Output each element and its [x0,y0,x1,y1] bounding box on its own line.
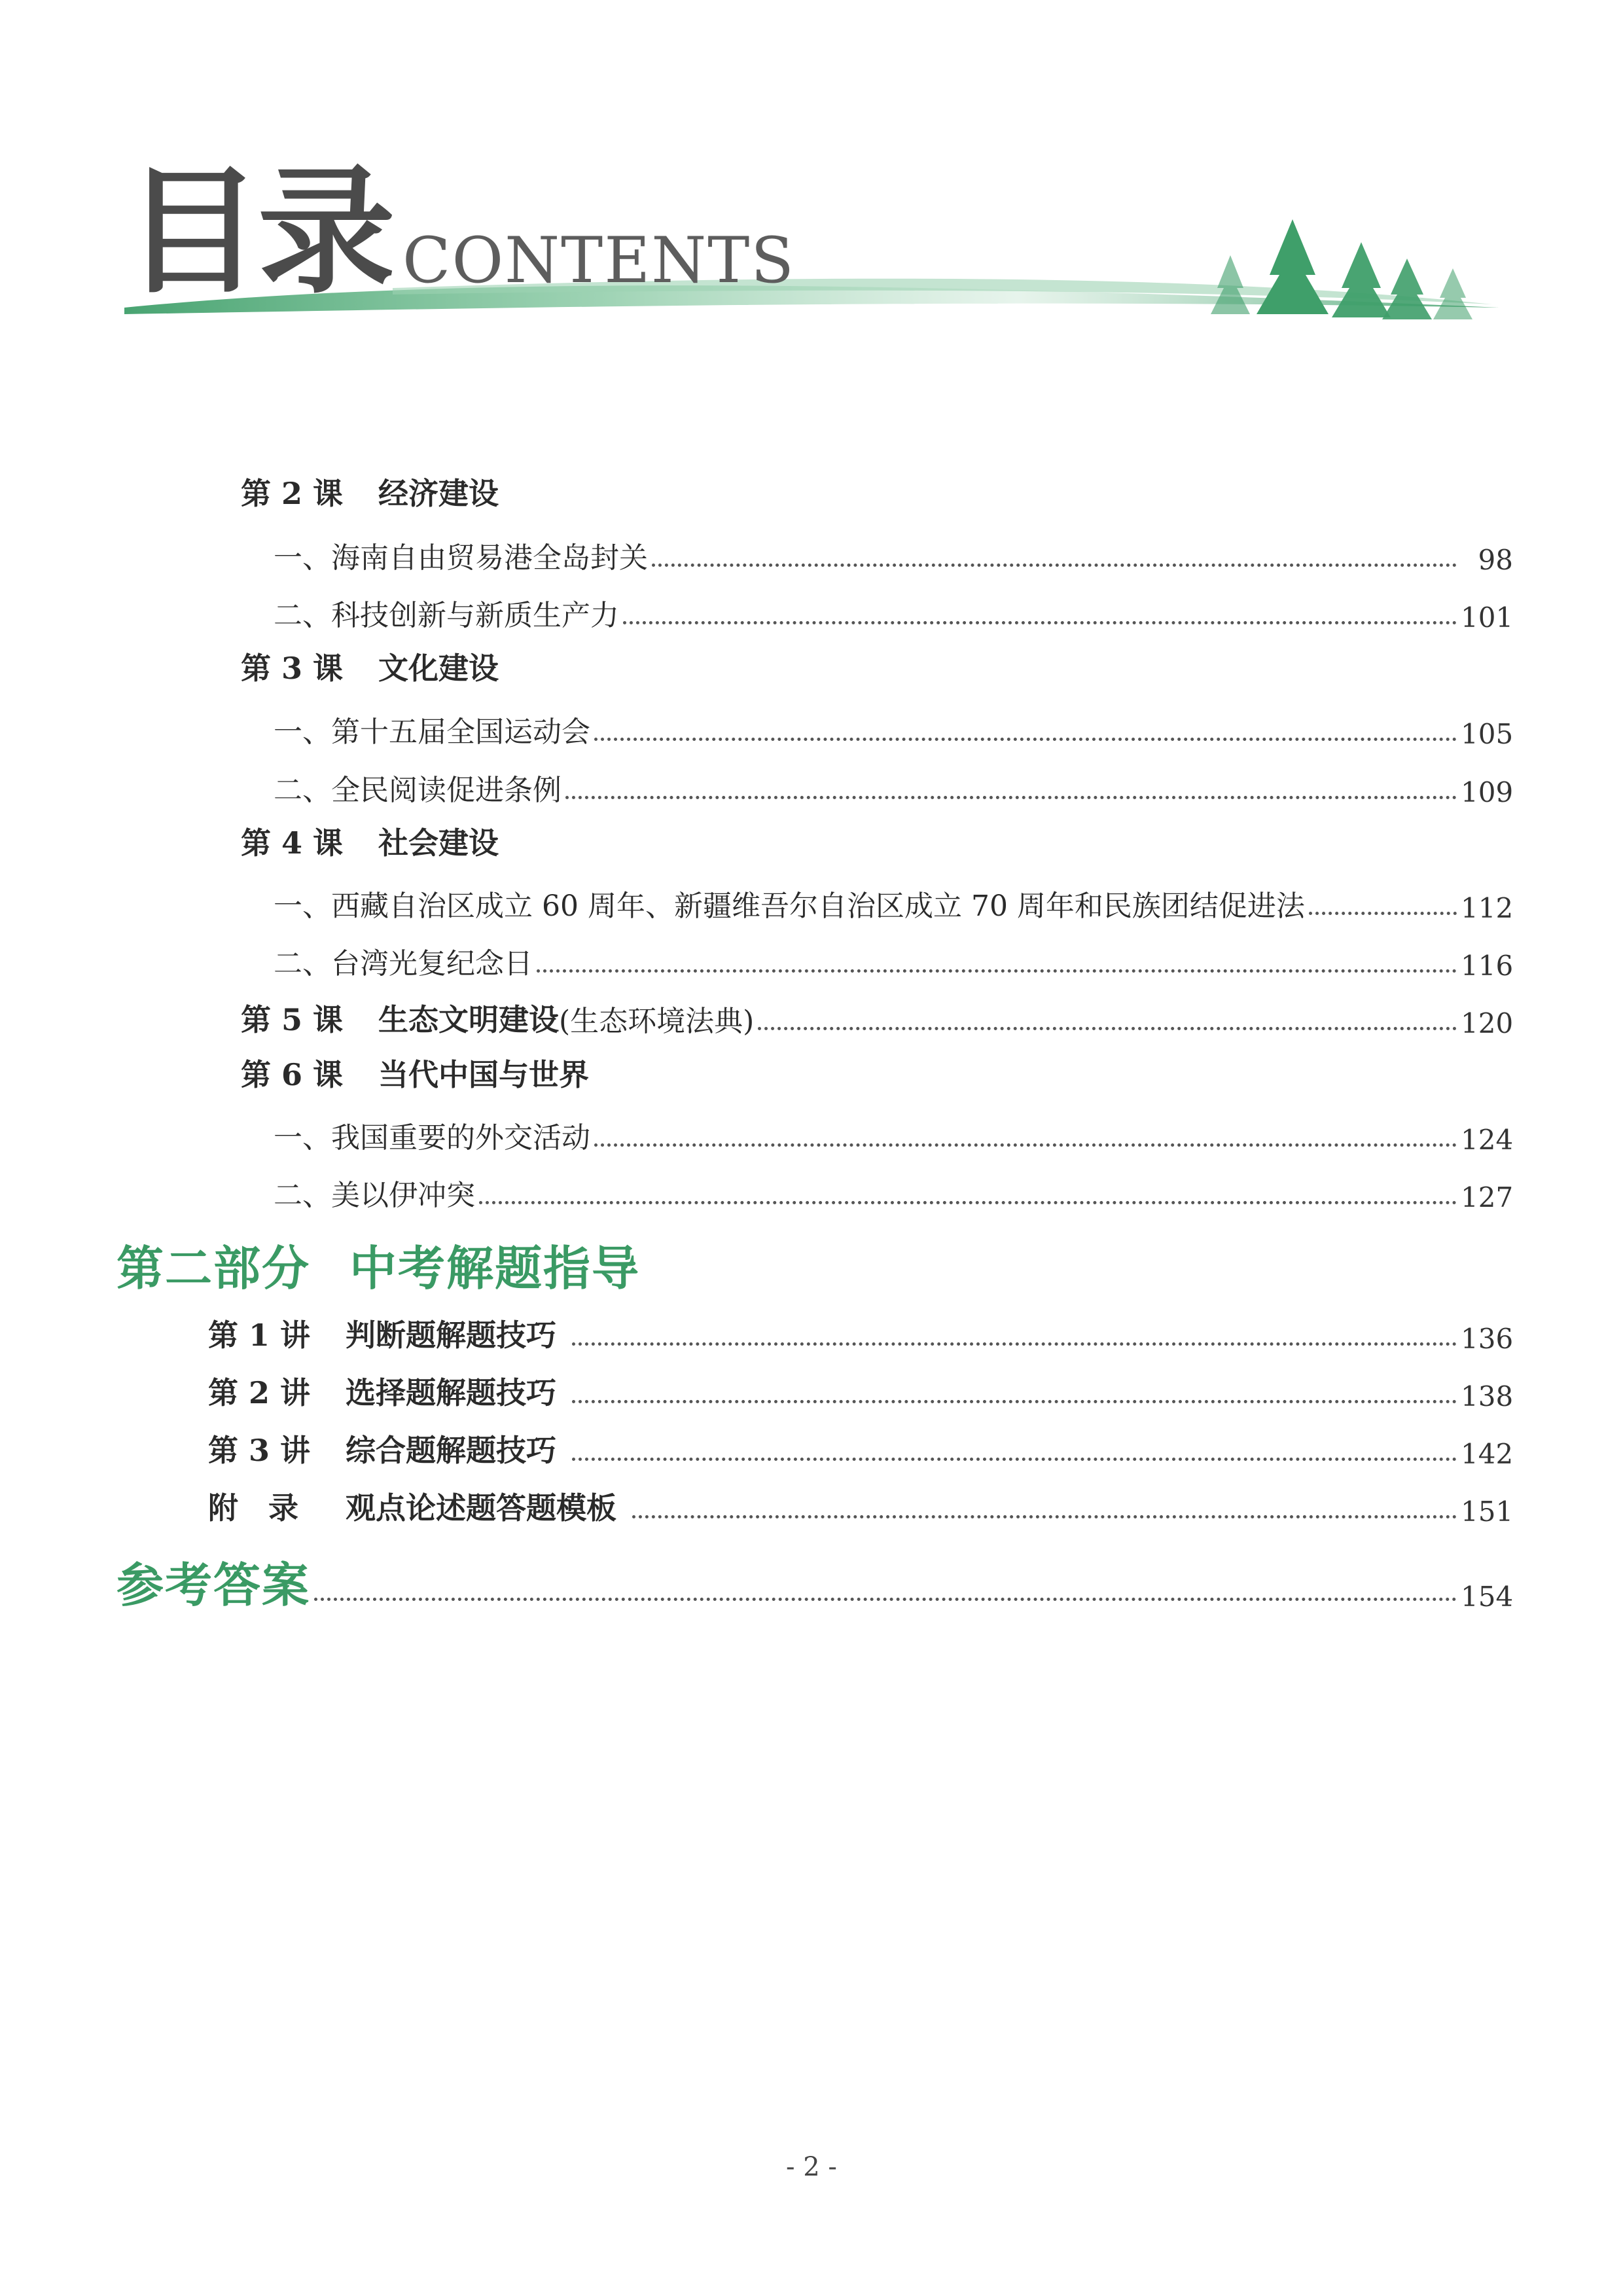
entry-page: 136 [1461,1323,1514,1355]
entry-text: 一、我国重要的外交活动 [274,1121,590,1155]
answers-title: 参考答案 [116,1557,311,1613]
lesson-number: 第 3 课 [241,651,344,686]
part-heading [116,1230,640,1299]
part-title: 中考解题指导 [349,1240,641,1296]
lesson-title: 社会建设 [378,825,499,861]
contents-banner [0,0,1623,367]
lesson-number: 第 5 课 [241,1002,344,1037]
toc-entry[interactable] [0,1482,1623,1528]
entry-page: 101 [1461,601,1514,634]
lesson-title: 经济建设 [378,476,499,511]
entry-page: 124 [1461,1124,1514,1156]
dot-leader [594,1143,1457,1147]
entry-page: 138 [1461,1380,1514,1412]
dot-leader [652,563,1457,567]
toc-entry[interactable] [0,1424,1623,1470]
dot-leader [1309,911,1457,915]
entry-text: 一、西藏自治区成立 60 周年、新疆维吾尔自治区成立 70 周年和民族团结促进法 [274,889,1305,923]
entry-page: 154 [1461,1581,1514,1613]
lecture-title: 观点论述题答题模板 [346,1490,616,1526]
entry-page: 127 [1461,1181,1514,1213]
lecture-number: 附 录 [208,1490,298,1526]
lesson-title: 生态文明建设 [378,1002,559,1037]
entry-page: 109 [1461,776,1514,808]
entry-page: 116 [1461,950,1514,982]
toc-entry[interactable] [0,994,1623,1039]
lesson-heading [241,1051,589,1094]
dot-leader [314,1597,1457,1601]
lesson-title-suffix: (生态环境法典) [559,1005,755,1038]
toc-entry[interactable] [0,1168,1623,1213]
toc-entry[interactable] [0,762,1623,808]
lesson-heading [241,470,499,513]
lecture-title: 判断题解题技巧 [346,1318,556,1353]
dot-leader [479,1200,1457,1204]
lesson-number: 第 2 课 [241,476,344,511]
lesson-title: 当代中国与世界 [378,1057,589,1092]
lesson-number: 第 4 课 [241,825,344,861]
entry-text: 二、科技创新与新质生产力 [274,599,619,632]
toc-entry[interactable] [0,1110,1623,1156]
dot-leader [632,1515,1457,1518]
toc-entry[interactable] [0,1309,1623,1355]
entry-page: 120 [1461,1007,1514,1039]
entry-text: 二、台湾光复纪念日 [274,947,533,980]
lecture-number: 第 3 讲 [208,1433,311,1468]
lecture-title: 综合题解题技巧 [346,1433,556,1468]
toc-entry[interactable] [0,588,1623,634]
entry-page: 151 [1461,1496,1514,1528]
lesson-heading [241,645,499,688]
entry-text: 一、海南自由贸易港全岛封关 [274,541,648,575]
lesson-heading [241,819,499,863]
lecture-number: 第 2 讲 [208,1375,311,1410]
entry-page: 142 [1461,1438,1514,1470]
lesson-number: 第 6 课 [241,1057,344,1092]
toc-entry[interactable] [0,1556,1623,1615]
page-subtitle: CONTENTS [402,224,796,297]
toc-entry[interactable] [0,704,1623,750]
dot-leader [594,737,1457,741]
entry-page: 112 [1461,892,1514,924]
page-title: 目录 [124,152,392,312]
entry-page: 105 [1461,718,1514,750]
entry-text: 一、第十五届全国运动会 [274,715,590,749]
toc-entry[interactable] [0,530,1623,576]
dot-leader [623,620,1457,624]
dot-leader [572,1399,1457,1403]
entry-page: 98 [1478,544,1513,576]
dot-leader [758,1026,1457,1030]
entry-text: 二、美以伊冲突 [274,1179,475,1212]
dot-leader [565,795,1457,799]
lecture-title: 选择题解题技巧 [346,1375,556,1410]
dot-leader [572,1457,1457,1461]
page-number: - 2 - [786,2152,837,2182]
lesson-title: 文化建设 [378,651,499,686]
entry-text: 二、全民阅读促进条例 [274,774,562,807]
part-label: 第二部分 [116,1240,311,1296]
lecture-number: 第 1 讲 [208,1318,311,1353]
toc-entry[interactable] [0,878,1623,924]
dot-leader [537,969,1457,973]
toc-entry[interactable] [0,936,1623,982]
dot-leader [572,1342,1457,1346]
toc-entry[interactable] [0,1367,1623,1412]
tree-icons [1211,219,1472,319]
